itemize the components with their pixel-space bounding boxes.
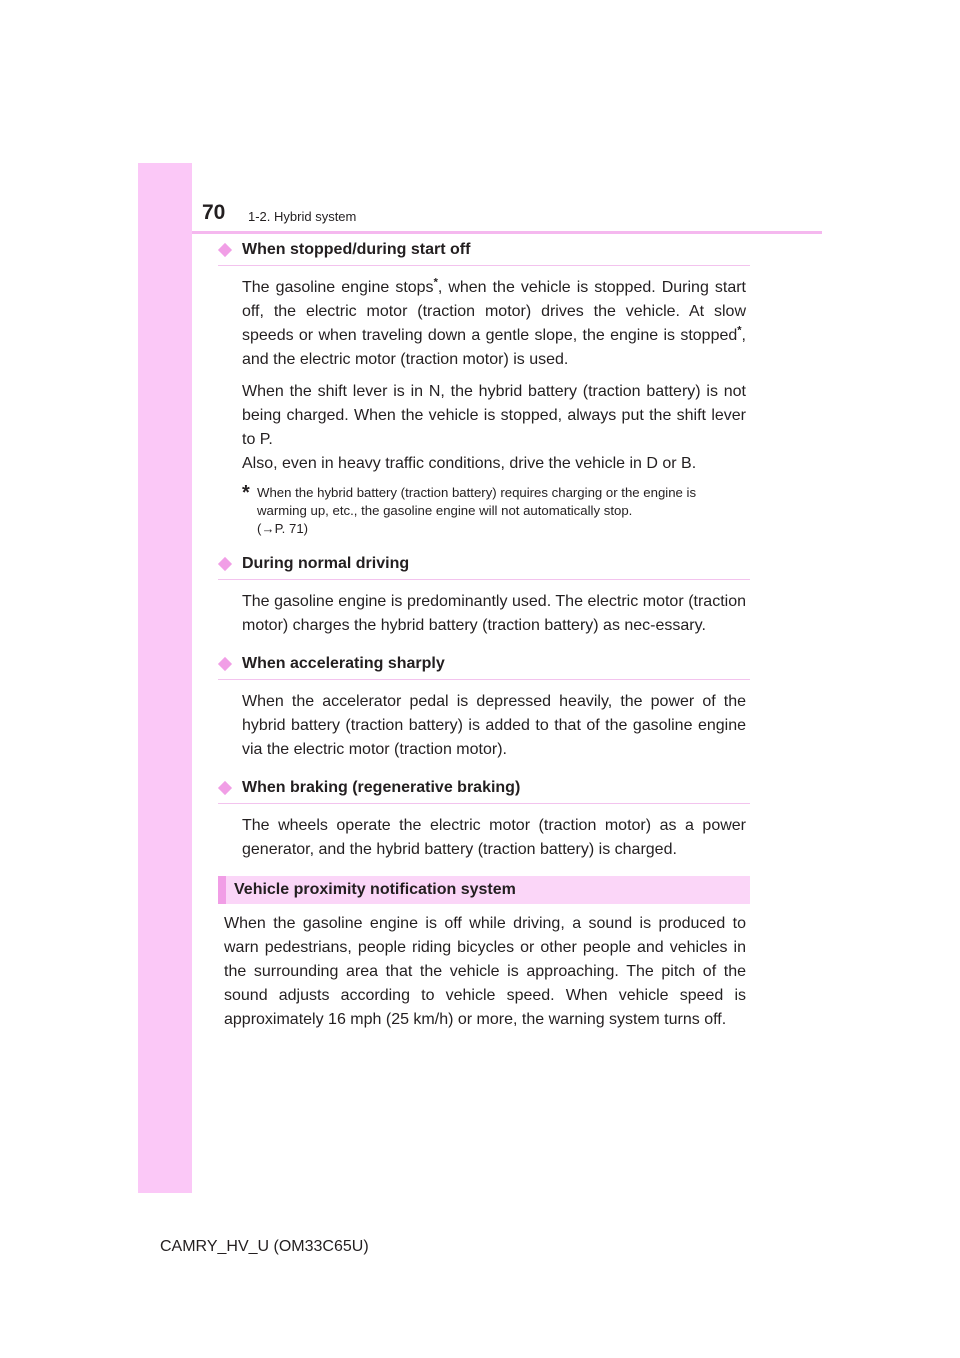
subsection-stopped — [218, 238, 750, 538]
diamond-bullet-icon — [218, 557, 232, 571]
footnote-asterisk: * — [242, 482, 250, 504]
subsection-heading — [218, 652, 750, 680]
page-content — [218, 238, 750, 1032]
text-run: Also, even in heavy traffic conditions, drive the vehicle in D or B. — [242, 455, 697, 472]
page-number: 70 — [202, 201, 226, 224]
diamond-bullet-icon — [218, 657, 232, 671]
paragraph: The wheels operate the electric motor (traction motor) as a power generator, and the hybrid battery (traction battery) is charged. — [242, 817, 746, 858]
subsection-accelerating — [218, 652, 750, 762]
section-banner: Vehicle proximity notification system — [218, 876, 750, 904]
paragraph: When the accelerator pedal is depressed heavily, the power of the hybrid battery (traction battery) is added to that of the gasoline engine via the electric motor (traction motor). — [242, 693, 746, 758]
subsection-heading — [218, 238, 750, 266]
sidebar-tab — [138, 163, 192, 1193]
footnote — [242, 484, 746, 538]
banner-paragraph: When the gasoline engine is off while driving, a sound is produced to warn pedestrians, people riding bicycles or other people and vehicles in the surrounding area that the vehicle is approaching. The pitch of the sound adjusts according to vehicle speed. When vehicle speed is approximately 16 mph (25 km/h) or more, the warning system turns off. — [224, 915, 746, 1028]
subsection-heading — [218, 776, 750, 804]
diamond-bullet-icon — [218, 243, 232, 257]
subsection-heading — [218, 552, 750, 580]
subsection-heading-text: When accelerating sharply — [242, 655, 445, 672]
diamond-bullet-icon — [218, 781, 232, 795]
asterisk-marker: * — [737, 324, 742, 337]
page-reference-link[interactable]: (→P. 71) — [257, 521, 309, 536]
subsection-heading-text: During normal driving — [242, 555, 410, 572]
section-title: 1-2. Hybrid system — [248, 209, 357, 224]
paragraph — [242, 452, 746, 476]
subsection-braking — [218, 776, 750, 862]
paragraph — [242, 380, 746, 452]
text-run: , when the vehicle is stopped. During start off, the electric motor (traction motor) drives the vehicle. At slow speeds or when traveling down a gentle slope, the engine is stopped — [242, 279, 747, 344]
subsection-heading-text: When braking (regenerative braking) — [242, 779, 521, 796]
subsection-normal-driving — [218, 552, 750, 638]
paragraph: The gasoline engine is predominantly used. The electric motor (traction motor) charges the hybrid battery (traction battery) as nec-essary. — [242, 593, 746, 634]
text-run: , and the electric motor (traction motor) is used. — [242, 327, 746, 368]
text-run: The gasoline engine stops — [242, 279, 434, 296]
subsection-heading-text: When stopped/during start off — [242, 241, 471, 258]
footer-code: CAMRY_HV_U (OM33C65U) — [160, 1238, 369, 1255]
text-run: When the shift lever is in N, the hybrid battery (traction battery) is not being charged. When the vehicle is stopped, always put the shift lever to P. — [242, 383, 746, 448]
header-rule — [192, 231, 822, 234]
asterisk-marker: * — [433, 276, 438, 289]
paragraph — [242, 276, 746, 372]
footnote-text: When the hybrid battery (traction battery) requires charging or the engine is warming up, etc., the gasoline engine will not automatically stop. — [257, 485, 697, 518]
